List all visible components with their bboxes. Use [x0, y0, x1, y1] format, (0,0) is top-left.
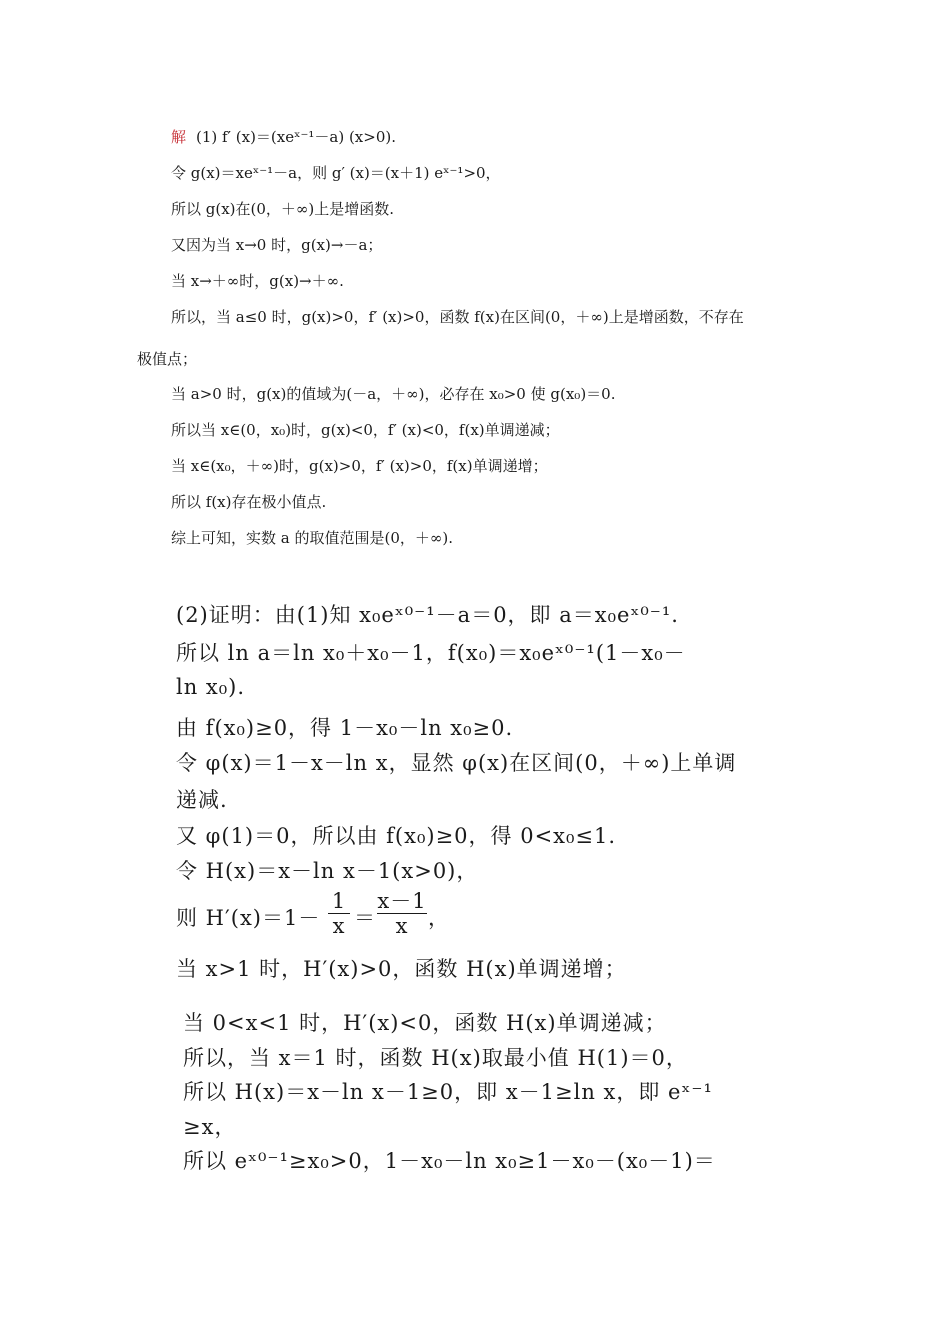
text-line: 所以，当 a≤0 时，g(x)>0，f′ (x)>0，函数 f(x)在区间(0，＋∞)上是增函数，不存在: [171, 308, 744, 326]
fraction-x-minus-1-over-x: [377, 889, 427, 938]
solution-label: 解: [171, 128, 187, 146]
text-line: 当 x∈(x₀，＋∞)时，g(x)>0，f′ (x)>0，f(x)单调递增；: [171, 457, 548, 475]
text-line: ≥x，: [183, 1115, 237, 1139]
text-line: [171, 126, 396, 147]
text-line: 令 g(x)＝xeˣ⁻¹－a，则 g′ (x)＝(x＋1) eˣ⁻¹>0，: [171, 164, 501, 182]
text-line: 所以 g(x)在(0，＋∞)上是增函数.: [171, 200, 395, 218]
text-line: ln x₀).: [176, 675, 246, 699]
text-line: 由 f(x₀)≥0，得 1－x₀－ln x₀≥0.: [176, 716, 514, 740]
text-line: 综上可知，实数 a 的取值范围是(0，＋∞).: [171, 529, 453, 547]
text-line: 当 0<x<1 时，H′(x)<0，函数 H(x)单调递减；: [183, 1011, 667, 1035]
text-line: 当 x>1 时，H′(x)>0，函数 H(x)单调递增；: [176, 957, 627, 981]
text-line: 递减.: [176, 788, 228, 812]
comma: ，: [428, 906, 450, 930]
text-line: 所以 H(x)＝x－ln x－1≥0，即 x－1≥ln x，即 eˣ⁻¹: [183, 1080, 713, 1104]
text-line: 又因为当 x→0 时，g(x)→－a；: [171, 236, 383, 254]
equals-sign: ＝: [354, 906, 376, 930]
fraction-numerator: 1: [331, 889, 347, 913]
text-line: 所以 ln a＝ln x₀＋x₀－1，f(x₀)＝x₀eˣ⁰⁻¹(1－x₀－: [176, 641, 686, 665]
text-line: 所以，当 x＝1 时，函数 H(x)取最小值 H(1)＝0，: [183, 1046, 688, 1070]
text-line: 极值点；: [137, 350, 198, 368]
fraction-1-over-x: [328, 889, 350, 938]
fraction-numerator: x－1: [377, 889, 427, 913]
fraction-denominator: x: [395, 914, 409, 938]
text-line: 令 φ(x)＝1－x－ln x，显然 φ(x)在区间(0，＋∞)上单调: [176, 751, 737, 775]
text-line: 又 φ(1)＝0，所以由 f(x₀)≥0，得 0<x₀≤1.: [176, 824, 617, 848]
text-line: 当 x→＋∞时，g(x)→＋∞.: [171, 272, 344, 290]
text-line: 所以当 x∈(0，x₀)时，g(x)<0，f′ (x)<0，f(x)单调递减；: [171, 421, 560, 439]
text-line: (2)证明：由(1)知 x₀eˣ⁰⁻¹－a＝0，即 a＝x₀eˣ⁰⁻¹.: [176, 603, 679, 627]
text-line: [176, 902, 320, 932]
text-line: 令 H(x)＝x－ln x－1(x>0)，: [176, 859, 479, 883]
text-line: 所以 eˣ⁰⁻¹≥x₀>0，1－x₀－ln x₀≥1－x₀－(x₀－1)＝: [183, 1149, 716, 1173]
text-line: 当 a>0 时，g(x)的值域为(－a，＋∞)，必存在 x₀>0 使 g(x₀)＝0.: [171, 385, 616, 403]
fraction-denominator: x: [332, 914, 346, 938]
formula-lead: 则 H′(x)＝1－: [176, 906, 321, 930]
text-line: 所以 f(x)存在极小值点.: [171, 493, 327, 511]
line-1: (1) f′ (x)＝(xeˣ⁻¹－a) (x>0).: [196, 128, 397, 146]
